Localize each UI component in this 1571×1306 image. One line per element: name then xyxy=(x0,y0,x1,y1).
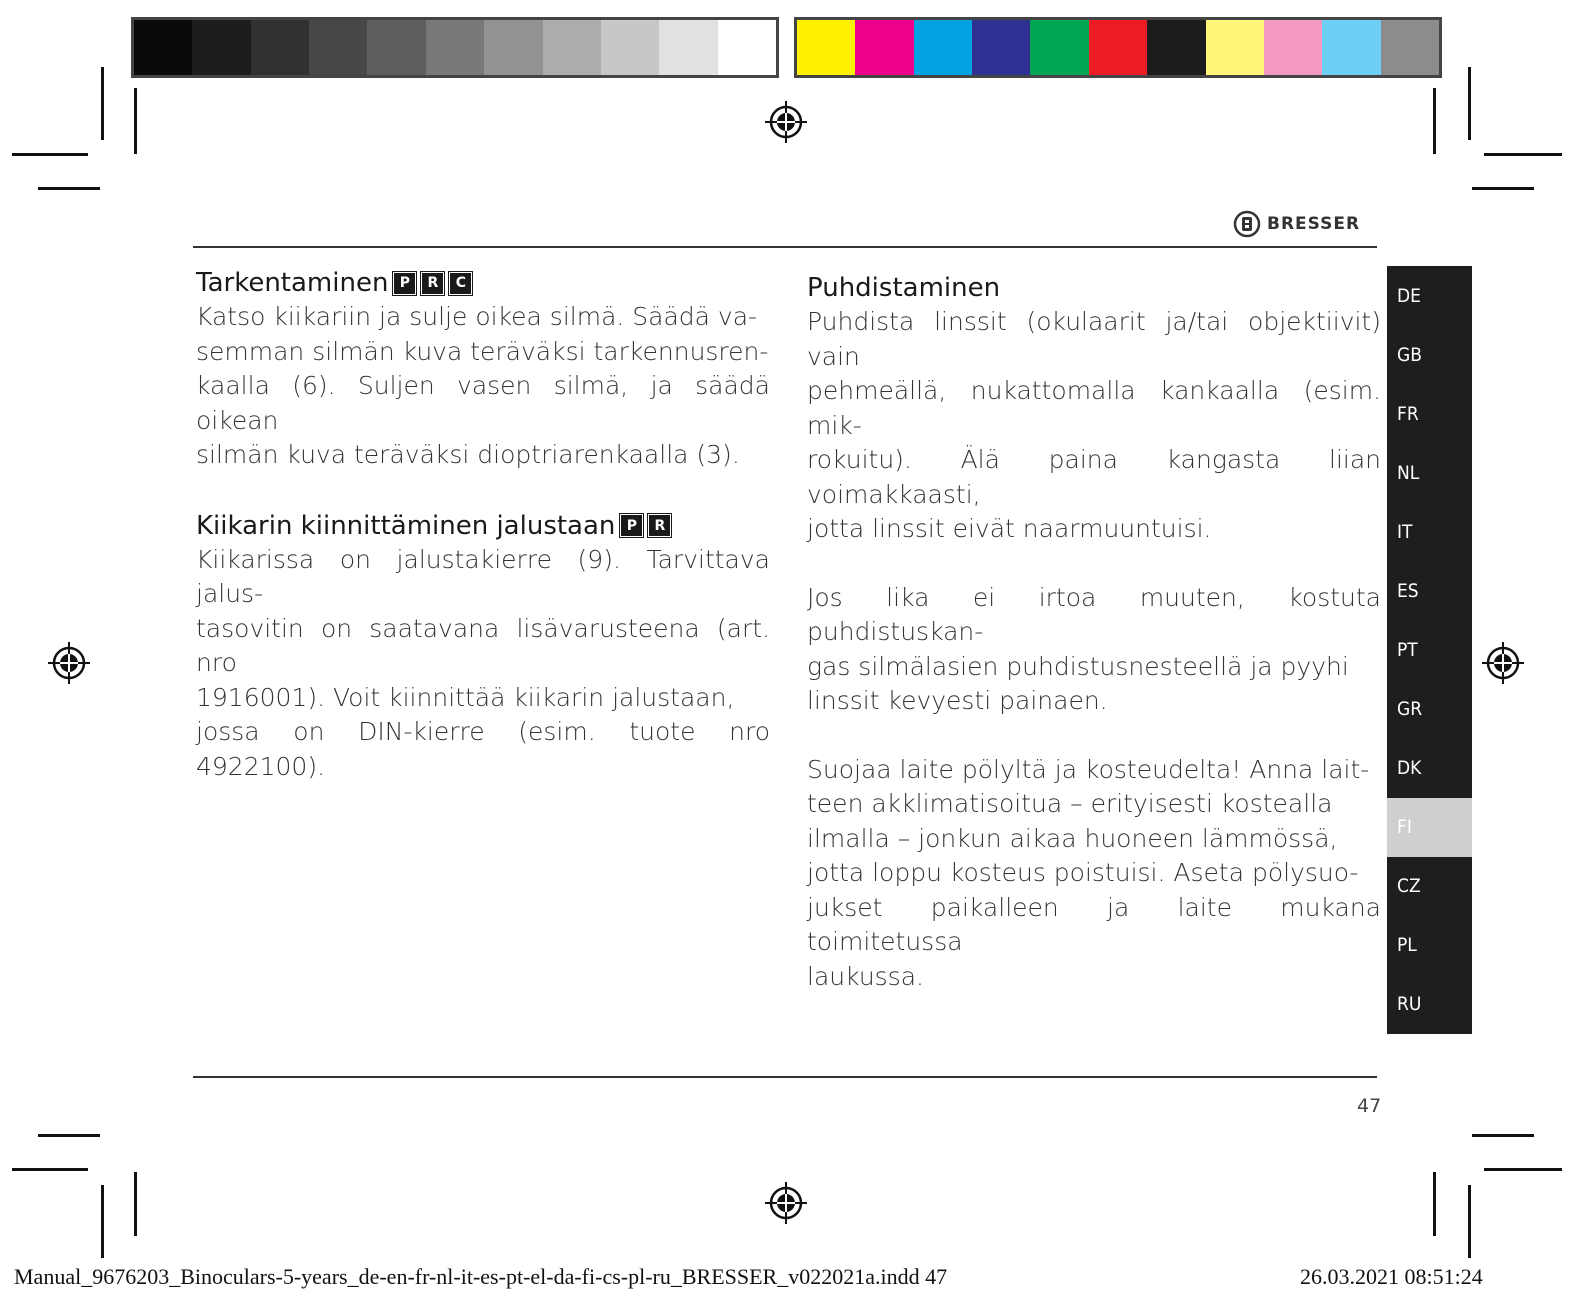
color-swatch xyxy=(1147,20,1205,75)
language-tab-it[interactable]: IT xyxy=(1397,520,1413,543)
registration-mark-top-icon xyxy=(763,99,809,145)
language-tab-ru[interactable]: RU xyxy=(1397,993,1422,1016)
gray-swatch xyxy=(718,20,776,75)
section-heading-cleaning xyxy=(807,271,1381,305)
gray-swatch xyxy=(251,20,309,75)
gray-swatch xyxy=(543,20,601,75)
cleaning-paragraph-2: Jos lika ei irtoa muuten, kostuta puhdistuskan- gas silmälasien puhdistusnesteellä ja pyyhi linssit kevyesti painaen. xyxy=(807,582,1381,715)
left-column xyxy=(196,266,770,784)
footer-rule xyxy=(193,1076,1377,1078)
language-tab-es[interactable]: ES xyxy=(1397,579,1419,602)
language-tab-de[interactable]: DE xyxy=(1397,284,1421,307)
brand-logo xyxy=(1233,210,1360,238)
section-title: Kiikarin kiinnittäminen jalustaan xyxy=(196,510,616,541)
language-tab-gr[interactable]: GR xyxy=(1397,698,1423,721)
model-badge-p: P xyxy=(620,514,643,537)
gray-swatch xyxy=(367,20,425,75)
registration-mark-right-icon xyxy=(1480,640,1526,686)
section-heading-tripod xyxy=(196,509,770,543)
color-swatch xyxy=(797,20,855,75)
model-badge-c: C xyxy=(449,272,472,295)
color-swatch xyxy=(1206,20,1264,75)
color-calibration-bar xyxy=(794,17,1442,78)
section-body: Katso kiikariin ja sulje oikea silmä. Säädä va- semman silmän kuva teräväksi tarkennusren- kaalla (6). Suljen vasen silmä, ja säädä oikean silmän kuva teräväksi dioptriarenkaalla (3). xyxy=(196,302,770,469)
color-swatch xyxy=(1381,20,1439,75)
language-tab-gb[interactable]: GB xyxy=(1397,343,1422,366)
section-heading-focusing xyxy=(196,266,770,300)
section-title: Puhdistaminen xyxy=(807,273,1001,303)
registration-mark-left-icon xyxy=(46,640,92,686)
language-tab-fi[interactable]: FI xyxy=(1387,798,1472,857)
color-swatch xyxy=(1089,20,1147,75)
page-number: 47 xyxy=(1357,1095,1382,1117)
gray-swatch xyxy=(192,20,250,75)
model-badge-r: R xyxy=(421,272,444,295)
gray-swatch xyxy=(659,20,717,75)
color-swatch xyxy=(972,20,1030,75)
registration-mark-bottom-icon xyxy=(763,1180,809,1226)
section-title: Tarkentaminen xyxy=(196,268,389,298)
color-swatch xyxy=(1030,20,1088,75)
bresser-logo-icon xyxy=(1233,210,1261,238)
language-tab-fr[interactable]: FR xyxy=(1397,402,1419,425)
language-tab-pl[interactable]: PL xyxy=(1397,934,1417,957)
right-column xyxy=(807,271,1381,994)
gray-swatch xyxy=(426,20,484,75)
model-badge-p: P xyxy=(393,272,416,295)
print-slug-datetime: 26.03.2021 08:51:24 xyxy=(1300,1264,1483,1289)
print-slug-filename: Manual_9676203_Binoculars-5-years_de-en-fr-nl-it-es-pt-el-da-fi-cs-pl-ru_BRESSER_v022021a.indd 47 xyxy=(14,1264,948,1289)
language-tab-nl[interactable]: NL xyxy=(1397,461,1420,484)
cleaning-paragraph-3: Suojaa laite pölyltä ja kosteudelta! Anna lait- teen akklimatisoitua – erityisesti kostealla ilmalla – jonkun aikaa huoneen lämmössä, jotta loppu kosteus poistuisi. Aseta pölysuo- jukset paikalleen ja laite mukana toimitetussa laukussa. xyxy=(807,754,1381,991)
header-rule xyxy=(193,246,1377,248)
language-tabs xyxy=(1387,266,1472,1034)
color-swatch xyxy=(1322,20,1380,75)
cleaning-paragraph-1: Puhdista linssit (okulaarit ja/tai objektiivit) vain pehmeällä, nukattomalla kankaalla (esim. mik- rokuitu). Älä paina kangasta liian voimakkaasti, jotta linssit eivät naarmuuntuisi. xyxy=(807,307,1381,543)
color-swatch xyxy=(855,20,913,75)
gray-swatch xyxy=(309,20,367,75)
language-tab-dk[interactable]: DK xyxy=(1397,757,1422,780)
grayscale-calibration-bar xyxy=(131,17,779,78)
color-swatch xyxy=(914,20,972,75)
gray-swatch xyxy=(601,20,659,75)
brand-name: BRESSER xyxy=(1267,214,1361,234)
gray-swatch xyxy=(134,20,192,75)
color-swatch xyxy=(1264,20,1322,75)
language-tab-pt[interactable]: PT xyxy=(1397,638,1418,661)
language-tab-cz[interactable]: CZ xyxy=(1397,875,1421,898)
gray-swatch xyxy=(484,20,542,75)
model-badge-r: R xyxy=(648,514,671,537)
section-body: Kiikarissa on jalustakierre (9). Tarvittava jalus- tasovitin on saatavana lisävarusteena (art. nro 1916001). Voit kiinnittää kiikarin jalustaan, jossa on DIN-kierre (esim. tuote nro 4922100). xyxy=(196,544,770,781)
